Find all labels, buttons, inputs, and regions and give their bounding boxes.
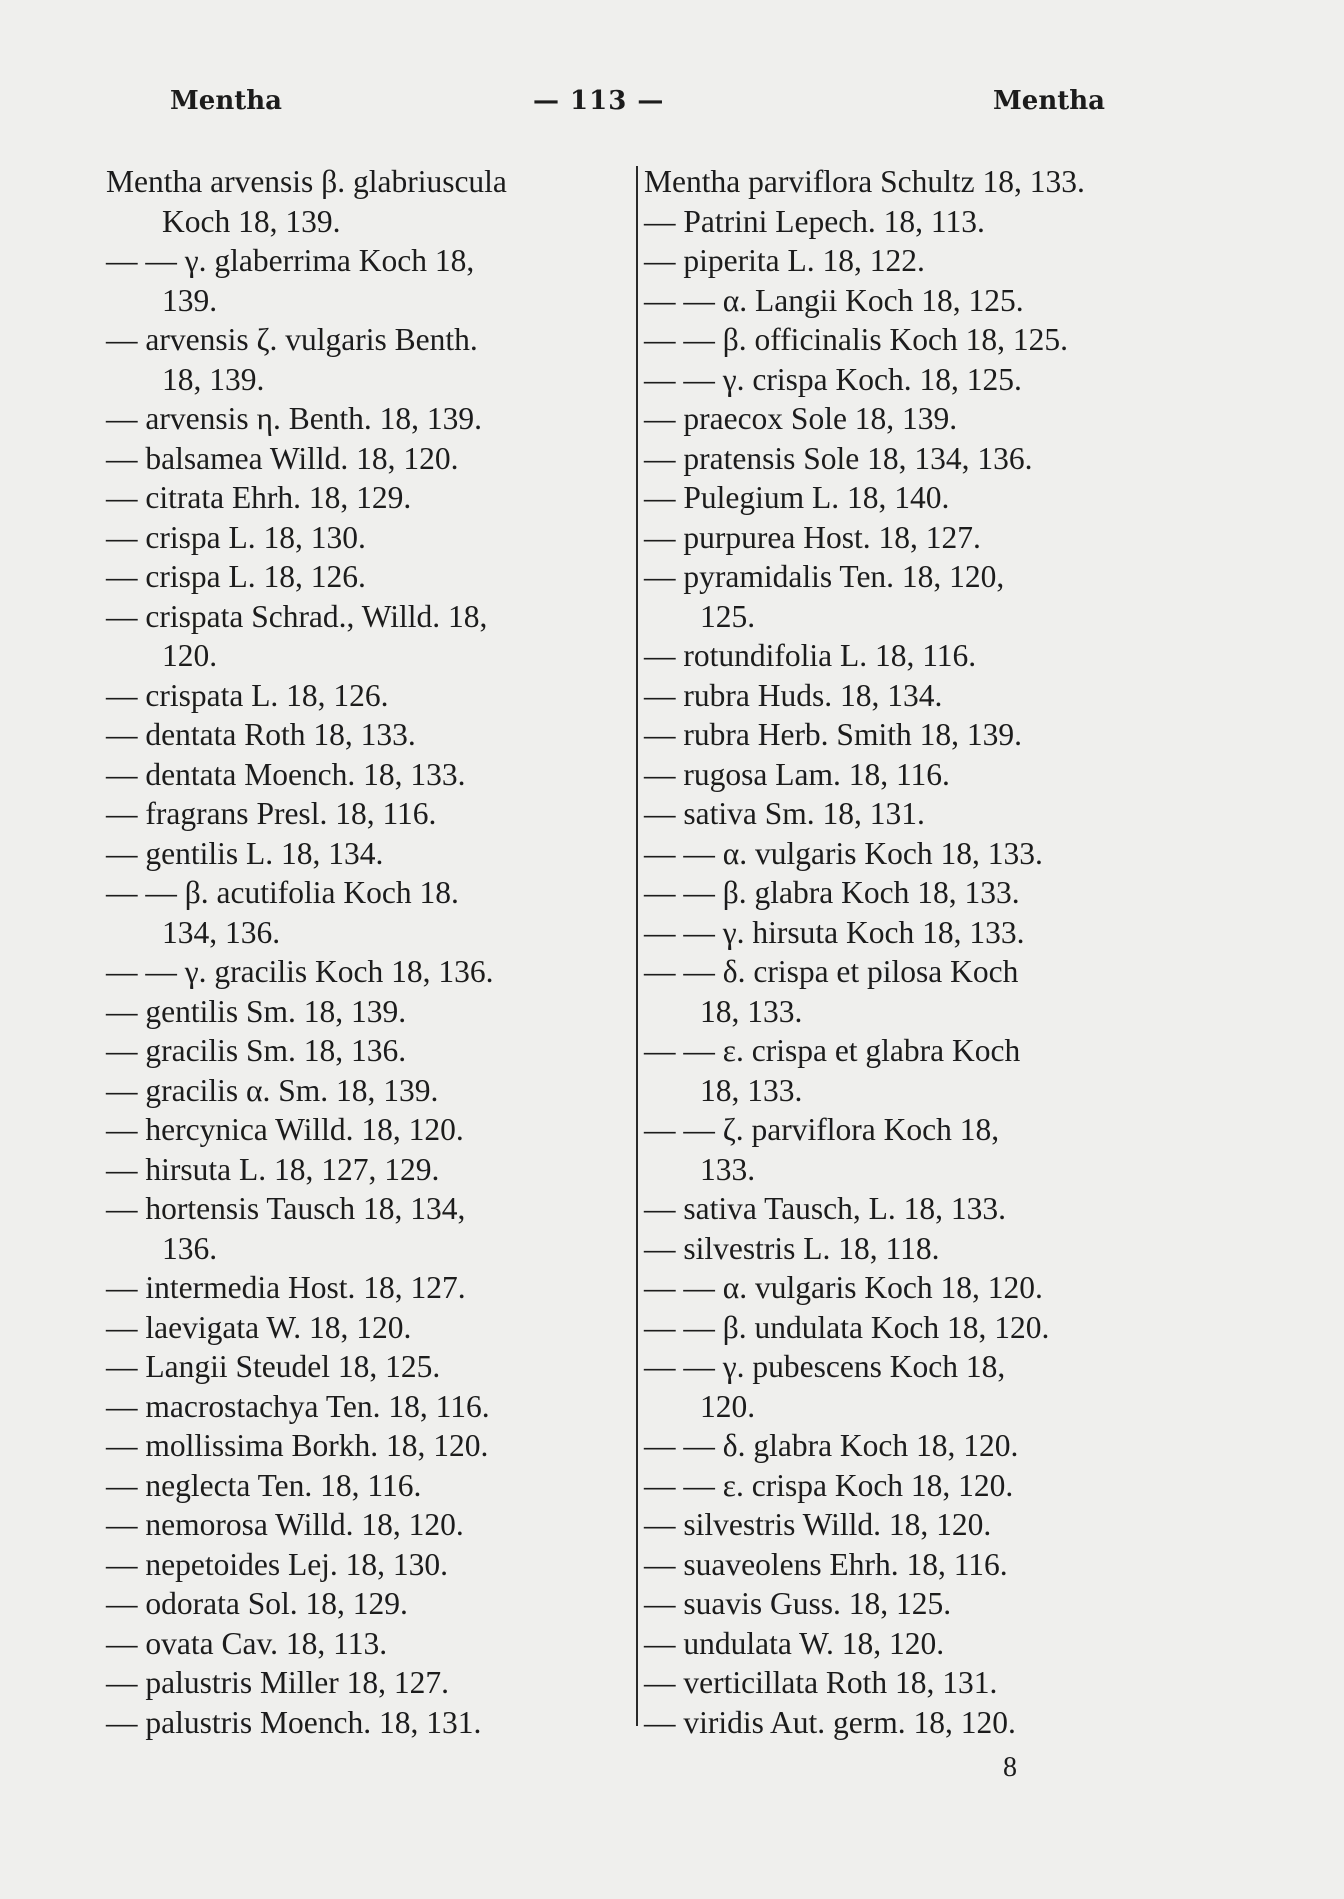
index-line: — — α. Langii Koch 18, 125. <box>644 282 1024 318</box>
index-line: 133. <box>700 1151 756 1187</box>
index-line: — palustris Miller 18, 127. <box>106 1665 449 1700</box>
index-line: 18, 133. <box>700 1072 803 1108</box>
index-line: — Patrini Lepech. 18, 113. <box>644 203 985 239</box>
index-line: — arvensis η. Benth. 18, 139. <box>106 401 483 436</box>
index-line: — rubra Huds. 18, 134. <box>644 677 943 713</box>
index-line: — nemorosa Willd. 18, 120. <box>106 1507 464 1542</box>
index-line: — — γ. gracilis Koch 18, 136. <box>106 954 494 989</box>
index-line: — odorata Sol. 18, 129. <box>106 1586 408 1621</box>
index-line: 120. <box>162 638 218 673</box>
index-line: Koch 18, 139. <box>162 203 341 239</box>
index-line: — — δ. glabra Koch 18, 120. <box>644 1428 1019 1463</box>
index-line: — crispa L. 18, 130. <box>106 519 366 555</box>
index-line: — palustris Moench. 18, 131. <box>106 1704 482 1740</box>
index-line: — laevigata W. 18, 120. <box>106 1309 412 1345</box>
index-line: — mollissima Borkh. 18, 120. <box>106 1428 489 1463</box>
index-line: — — δ. crispa et pilosa Koch <box>644 954 1019 989</box>
right-index-column <box>644 162 1169 1742</box>
index-line: — suaveolens Ehrh. 18, 116. <box>644 1546 1008 1582</box>
index-line: — hirsuta L. 18, 127, 129. <box>106 1151 440 1187</box>
index-line: — — β. undulata Koch 18, 120. <box>644 1309 1050 1345</box>
index-line: 18, 133. <box>700 993 803 1029</box>
index-line: — — α. vulgaris Koch 18, 133. <box>644 835 1043 871</box>
index-line: — — ζ. parviflora Koch 18, <box>644 1112 1000 1147</box>
index-line: — intermedia Host. 18, 127. <box>106 1270 466 1305</box>
index-line: — suavis Guss. 18, 125. <box>644 1586 952 1621</box>
page-number: — 113 — <box>533 86 665 116</box>
index-line: — gracilis Sm. 18, 136. <box>106 1033 407 1068</box>
index-line: — praecox Sole 18, 139. <box>644 401 958 436</box>
index-line: — dentata Moench. 18, 133. <box>106 756 466 792</box>
signature-mark: 8 <box>1003 1752 1017 1783</box>
index-line: — balsamea Willd. 18, 120. <box>106 440 459 476</box>
index-line: — ovata Cav. 18, 113. <box>106 1625 388 1661</box>
index-line: — silvestris L. 18, 118. <box>644 1230 940 1266</box>
index-line: — — γ. pubescens Koch 18, <box>644 1349 1006 1384</box>
index-line: — neglecta Ten. 18, 116. <box>106 1467 422 1503</box>
index-line: — — β. glabra Koch 18, 133. <box>644 875 1020 910</box>
index-line: 136. <box>162 1230 218 1266</box>
index-line: — hercynica Willd. 18, 120. <box>106 1112 464 1147</box>
index-line: — nepetoides Lej. 18, 130. <box>106 1546 449 1582</box>
index-line: — sativa Tausch, L. 18, 133. <box>644 1191 1007 1226</box>
index-line: — piperita L. 18, 122. <box>644 243 925 278</box>
index-line: — gentilis L. 18, 134. <box>106 835 384 871</box>
index-line: — undulata W. 18, 120. <box>644 1625 945 1661</box>
index-line: 120. <box>700 1388 756 1424</box>
index-line: Mentha arvensis β. glabriuscula <box>106 164 507 199</box>
index-line: — crispata Schrad., Willd. 18, <box>106 598 488 634</box>
index-line: — verticillata Roth 18, 131. <box>644 1665 998 1700</box>
index-line: — macrostachya Ten. 18, 116. <box>106 1388 490 1424</box>
index-line: — gentilis Sm. 18, 139. <box>106 993 407 1029</box>
column-divider <box>636 166 638 1726</box>
index-line: — dentata Roth 18, 133. <box>106 717 416 752</box>
index-line: — — γ. hirsuta Koch 18, 133. <box>644 914 1025 950</box>
running-head-left: Mentha <box>170 86 282 116</box>
index-line: — rugosa Lam. 18, 116. <box>644 756 950 792</box>
left-index-column <box>106 162 626 1742</box>
index-line: — silvestris Willd. 18, 120. <box>644 1507 992 1542</box>
index-line: — pratensis Sole 18, 134, 136. <box>644 440 1033 476</box>
index-line: — — β. officinalis Koch 18, 125. <box>644 322 1069 357</box>
index-line: — — α. vulgaris Koch 18, 120. <box>644 1270 1043 1305</box>
index-line: — citrata Ehrh. 18, 129. <box>106 480 412 515</box>
running-head <box>0 86 1344 126</box>
index-line: Mentha parviflora Schultz 18, 133. <box>644 164 1085 199</box>
index-line: — sativa Sm. 18, 131. <box>644 796 925 831</box>
index-line: 125. <box>700 598 756 634</box>
index-line: — Langii Steudel 18, 125. <box>106 1349 441 1384</box>
index-line: — rubra Herb. Smith 18, 139. <box>644 717 1022 752</box>
index-line: — — γ. crispa Koch. 18, 125. <box>644 361 1022 397</box>
index-line: — crispata L. 18, 126. <box>106 677 389 713</box>
index-line: — crispa L. 18, 126. <box>106 559 366 594</box>
running-head-right: Mentha <box>993 86 1105 116</box>
index-line: — purpurea Host. 18, 127. <box>644 519 981 555</box>
index-line: — rotundifolia L. 18, 116. <box>644 638 977 673</box>
index-line: 134, 136. <box>162 914 281 950</box>
index-line: — viridis Aut. germ. 18, 120. <box>644 1704 1016 1740</box>
index-line: — Pulegium L. 18, 140. <box>644 480 950 515</box>
index-line: 139. <box>162 282 218 318</box>
index-line: — — β. acutifolia Koch 18. <box>106 875 459 910</box>
index-line: — arvensis ζ. vulgaris Benth. <box>106 322 478 357</box>
index-line: — — ε. crispa Koch 18, 120. <box>644 1467 1014 1503</box>
index-line: 18, 139. <box>162 361 265 397</box>
index-line: — fragrans Presl. 18, 116. <box>106 796 437 831</box>
index-line: — — γ. glaberrima Koch 18, <box>106 243 475 278</box>
index-line: — gracilis α. Sm. 18, 139. <box>106 1072 439 1108</box>
index-line: — pyramidalis Ten. 18, 120, <box>644 559 1005 594</box>
index-line: — hortensis Tausch 18, 134, <box>106 1191 466 1226</box>
index-line: — — ε. crispa et glabra Koch <box>644 1033 1021 1068</box>
